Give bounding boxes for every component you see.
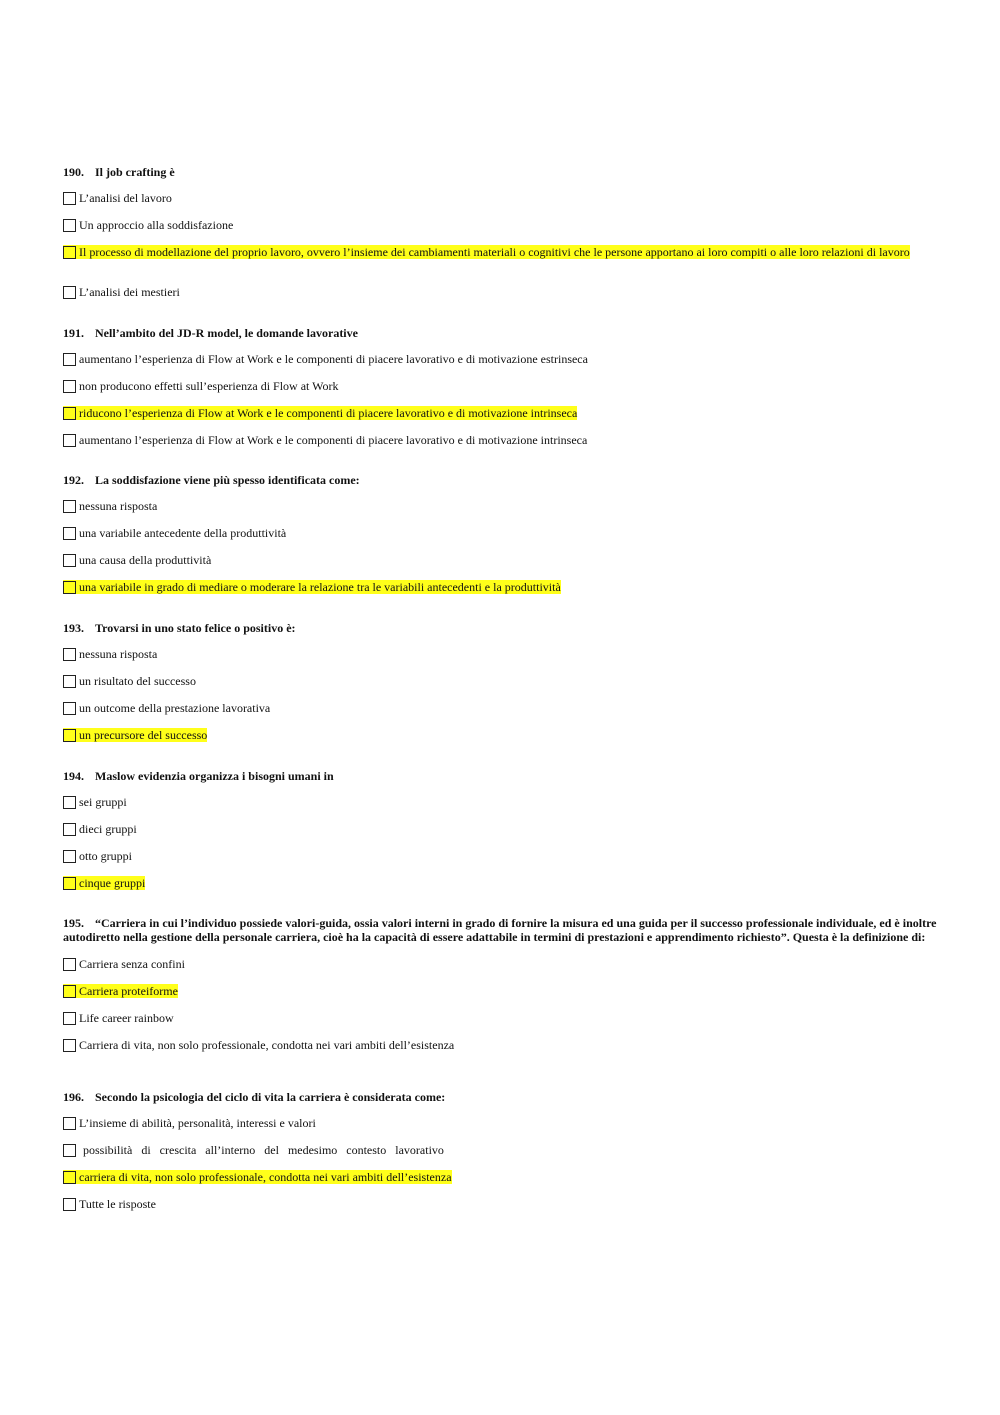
answer-option-highlighted[interactable] [63,580,938,595]
question-number: 190. [63,165,84,179]
question-text: La soddisfazione viene più spesso identificata come: [95,473,360,487]
answer-text: una variabile in grado di mediare o moderare la relazione tra le variabili antecedenti e la produttività [79,580,561,594]
answer-option[interactable] [63,352,938,367]
checkbox[interactable] [63,958,76,971]
answer-text: un outcome della prestazione lavorativa [79,701,271,715]
checkbox[interactable] [63,1171,76,1184]
answer-option[interactable] [63,1038,938,1053]
question-number: 191. [63,326,84,340]
answer-text: cinque gruppi [79,876,146,890]
checkbox[interactable] [63,581,76,594]
answer-text: otto gruppi [79,849,132,863]
checkbox[interactable] [63,554,76,567]
question-title [63,769,938,783]
checkbox[interactable] [63,1144,76,1157]
question-191 [63,326,938,460]
answer-option-highlighted[interactable] [63,245,938,274]
checkbox[interactable] [63,1012,76,1025]
answer-option[interactable] [63,218,938,233]
checkbox[interactable] [63,246,76,259]
question-195 [63,916,938,1065]
answer-text: possibilità di crescita all’interno del medesimo contesto lavorativo [83,1143,444,1157]
answer-text: un precursore del successo [79,728,208,742]
checkbox[interactable] [63,823,76,836]
answer-text: dieci gruppi [79,822,137,836]
checkbox[interactable] [63,407,76,420]
answer-text: Un approccio alla soddisfazione [79,218,234,232]
question-title [63,916,938,944]
answer-option[interactable] [63,1011,938,1026]
checkbox[interactable] [63,434,76,447]
checkbox[interactable] [63,675,76,688]
checkbox[interactable] [63,1039,76,1052]
checkbox[interactable] [63,527,76,540]
answer-option[interactable] [63,795,938,810]
question-number: 193. [63,621,84,635]
answer-text: sei gruppi [79,795,127,809]
answer-option[interactable] [63,647,938,662]
answer-text: una variabile antecedente della produttività [79,526,287,540]
checkbox[interactable] [63,1117,76,1130]
answer-option-highlighted[interactable] [63,728,938,743]
question-text: Il job crafting è [95,165,175,179]
answer-option-highlighted[interactable] [63,984,938,999]
question-text: Trovarsi in uno stato felice o positivo è: [95,621,296,635]
answer-option-highlighted[interactable] [63,406,938,421]
question-title [63,473,938,487]
answer-text: L’insieme di abilità, personalità, interessi e valori [79,1116,316,1130]
answer-text: una causa della produttività [79,553,212,567]
answer-text: carriera di vita, non solo professionale, condotta nei vari ambiti dell’esistenza [79,1170,452,1184]
checkbox[interactable] [63,850,76,863]
question-number: 194. [63,769,84,783]
answer-text: Il processo di modellazione del proprio lavoro, ovvero l’insieme dei cambiamenti materiali o cognitivi che le persone apportano ai loro compiti o alle loro relazioni di lavoro [79,245,910,259]
question-text: Maslow evidenzia organizza i bisogni umani in [95,769,334,783]
checkbox[interactable] [63,192,76,205]
question-number: 195. [63,916,84,930]
checkbox[interactable] [63,380,76,393]
question-text: “Carriera in cui l’individuo possiede valori-guida, ossia valori interni in grado di fornire la misura ed una guida per il successo professionale individuale, ed è inoltre autodiretto nella gestione della personale carriera, cioè ha la capacità di essere adattabile in termini di prestazioni e apprendimento richiesto”. Questa è la definizione di: [63,916,937,944]
question-title [63,1090,938,1104]
answer-option[interactable] [63,191,938,206]
answer-option[interactable] [63,1197,938,1212]
answer-option[interactable] [63,701,938,716]
checkbox[interactable] [63,648,76,661]
checkbox[interactable] [63,729,76,742]
answer-option[interactable] [63,1143,938,1158]
checkbox[interactable] [63,985,76,998]
checkbox[interactable] [63,1198,76,1211]
answer-option[interactable] [63,285,938,300]
answer-option[interactable] [63,433,938,448]
question-193 [63,621,938,755]
answer-option[interactable] [63,1116,938,1131]
answer-text: aumentano l’esperienza di Flow at Work e le componenti di piacere lavorativo e di motivazione estrinseca [79,352,588,366]
question-title [63,621,938,635]
question-number: 192. [63,473,84,487]
answer-option[interactable] [63,499,938,514]
question-194 [63,769,938,903]
answer-text: non producono effetti sull’esperienza di Flow at Work [79,379,339,393]
answer-option[interactable] [63,526,938,541]
answer-text: Carriera proteiforme [79,984,178,998]
checkbox[interactable] [63,286,76,299]
question-190 [63,165,938,312]
checkbox[interactable] [63,702,76,715]
answer-text: L’analisi del lavoro [79,191,172,205]
answer-option[interactable] [63,849,938,864]
question-192 [63,473,938,607]
checkbox[interactable] [63,796,76,809]
answer-option[interactable] [63,553,938,568]
question-text: Secondo la psicologia del ciclo di vita la carriera è considerata come: [95,1090,446,1104]
answer-text: nessuna risposta [79,647,158,661]
answer-option-highlighted[interactable] [63,1170,938,1185]
answer-text: aumentano l’esperienza di Flow at Work e le componenti di piacere lavorativo e di motivazione intrinseca [79,433,588,447]
answer-option[interactable] [63,822,938,837]
checkbox[interactable] [63,219,76,232]
question-title [63,326,938,340]
question-number: 196. [63,1090,84,1104]
answer-text: nessuna risposta [79,499,158,513]
answer-text: un risultato del successo [79,674,196,688]
answer-text: Carriera senza confini [79,957,185,971]
checkbox[interactable] [63,500,76,513]
answer-option[interactable] [63,957,938,972]
question-196 [63,1090,938,1224]
answer-text: Life career rainbow [79,1011,174,1025]
answer-text: riducono l’esperienza di Flow at Work e le componenti di piacere lavorativo e di motivazione intrinseca [79,406,578,420]
answer-text: L’analisi dei mestieri [79,285,180,299]
checkbox[interactable] [63,877,76,890]
answer-text: Carriera di vita, non solo professionale, condotta nei vari ambiti dell’esistenza [79,1038,455,1052]
checkbox[interactable] [63,353,76,366]
answer-text: Tutte le risposte [79,1197,156,1211]
answer-option[interactable] [63,674,938,689]
answer-option-highlighted[interactable] [63,876,938,891]
answer-option[interactable] [63,379,938,394]
question-title [63,165,938,179]
question-text: Nell’ambito del JD-R model, le domande lavorative [95,326,358,340]
